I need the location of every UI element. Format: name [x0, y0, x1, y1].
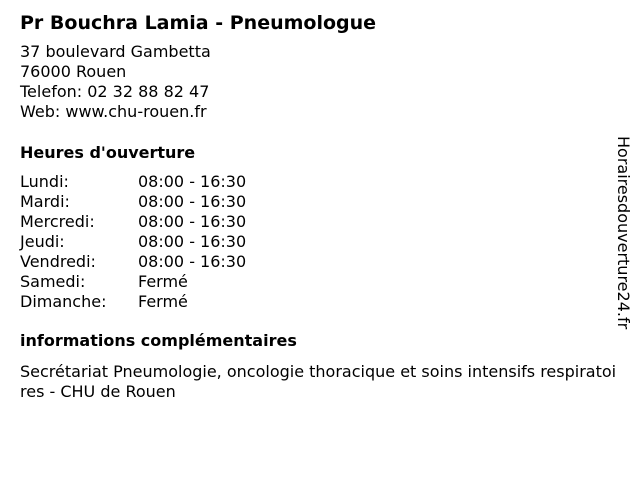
hours-day: Lundi: [20, 172, 69, 191]
hours-time: 08:00 - 16:30 [138, 212, 247, 231]
hours-row-thursday [20, 232, 610, 252]
hours-time: 08:00 - 16:30 [138, 192, 247, 211]
website: Web: www.chu-rouen.fr [20, 102, 207, 121]
hours-time: Fermé [138, 292, 188, 311]
info-text: Secrétariat Pneumologie, oncologie thoracique et soins intensifs respiratoires - CHU de Rouen [20, 362, 617, 401]
hours-time: 08:00 - 16:30 [138, 172, 247, 191]
hours-row-sunday [20, 292, 610, 312]
hours-row-friday [20, 252, 610, 272]
hours-time: 08:00 - 16:30 [138, 232, 247, 251]
practice-card [20, 10, 617, 402]
hours-day: Mardi: [20, 192, 70, 211]
hours-time: Fermé [138, 272, 188, 291]
hours-day: Mercredi: [20, 212, 95, 231]
hours-day: Dimanche: [20, 292, 107, 311]
hours-row-wednesday [20, 212, 610, 232]
address-street: 37 boulevard Gambetta [20, 42, 211, 61]
info-heading: informations complémentaires [20, 331, 297, 350]
hours-row-tuesday [20, 192, 610, 212]
phone-number: Telefon: 02 32 88 82 47 [20, 82, 210, 101]
hours-heading: Heures d'ouverture [20, 143, 196, 162]
hours-time: 08:00 - 16:30 [138, 252, 247, 271]
opening-hours-list [20, 172, 610, 312]
address-block [20, 42, 610, 122]
hours-row-monday [20, 172, 610, 192]
hours-day: Jeudi: [20, 232, 65, 251]
address-city: 76000 Rouen [20, 62, 127, 81]
site-watermark: Horairesdouverture24.fr [614, 136, 633, 330]
hours-day: Vendredi: [20, 252, 96, 271]
hours-row-saturday [20, 272, 610, 292]
page-title: Pr Bouchra Lamia - Pneumologue [20, 12, 377, 34]
hours-day: Samedi: [20, 272, 86, 291]
